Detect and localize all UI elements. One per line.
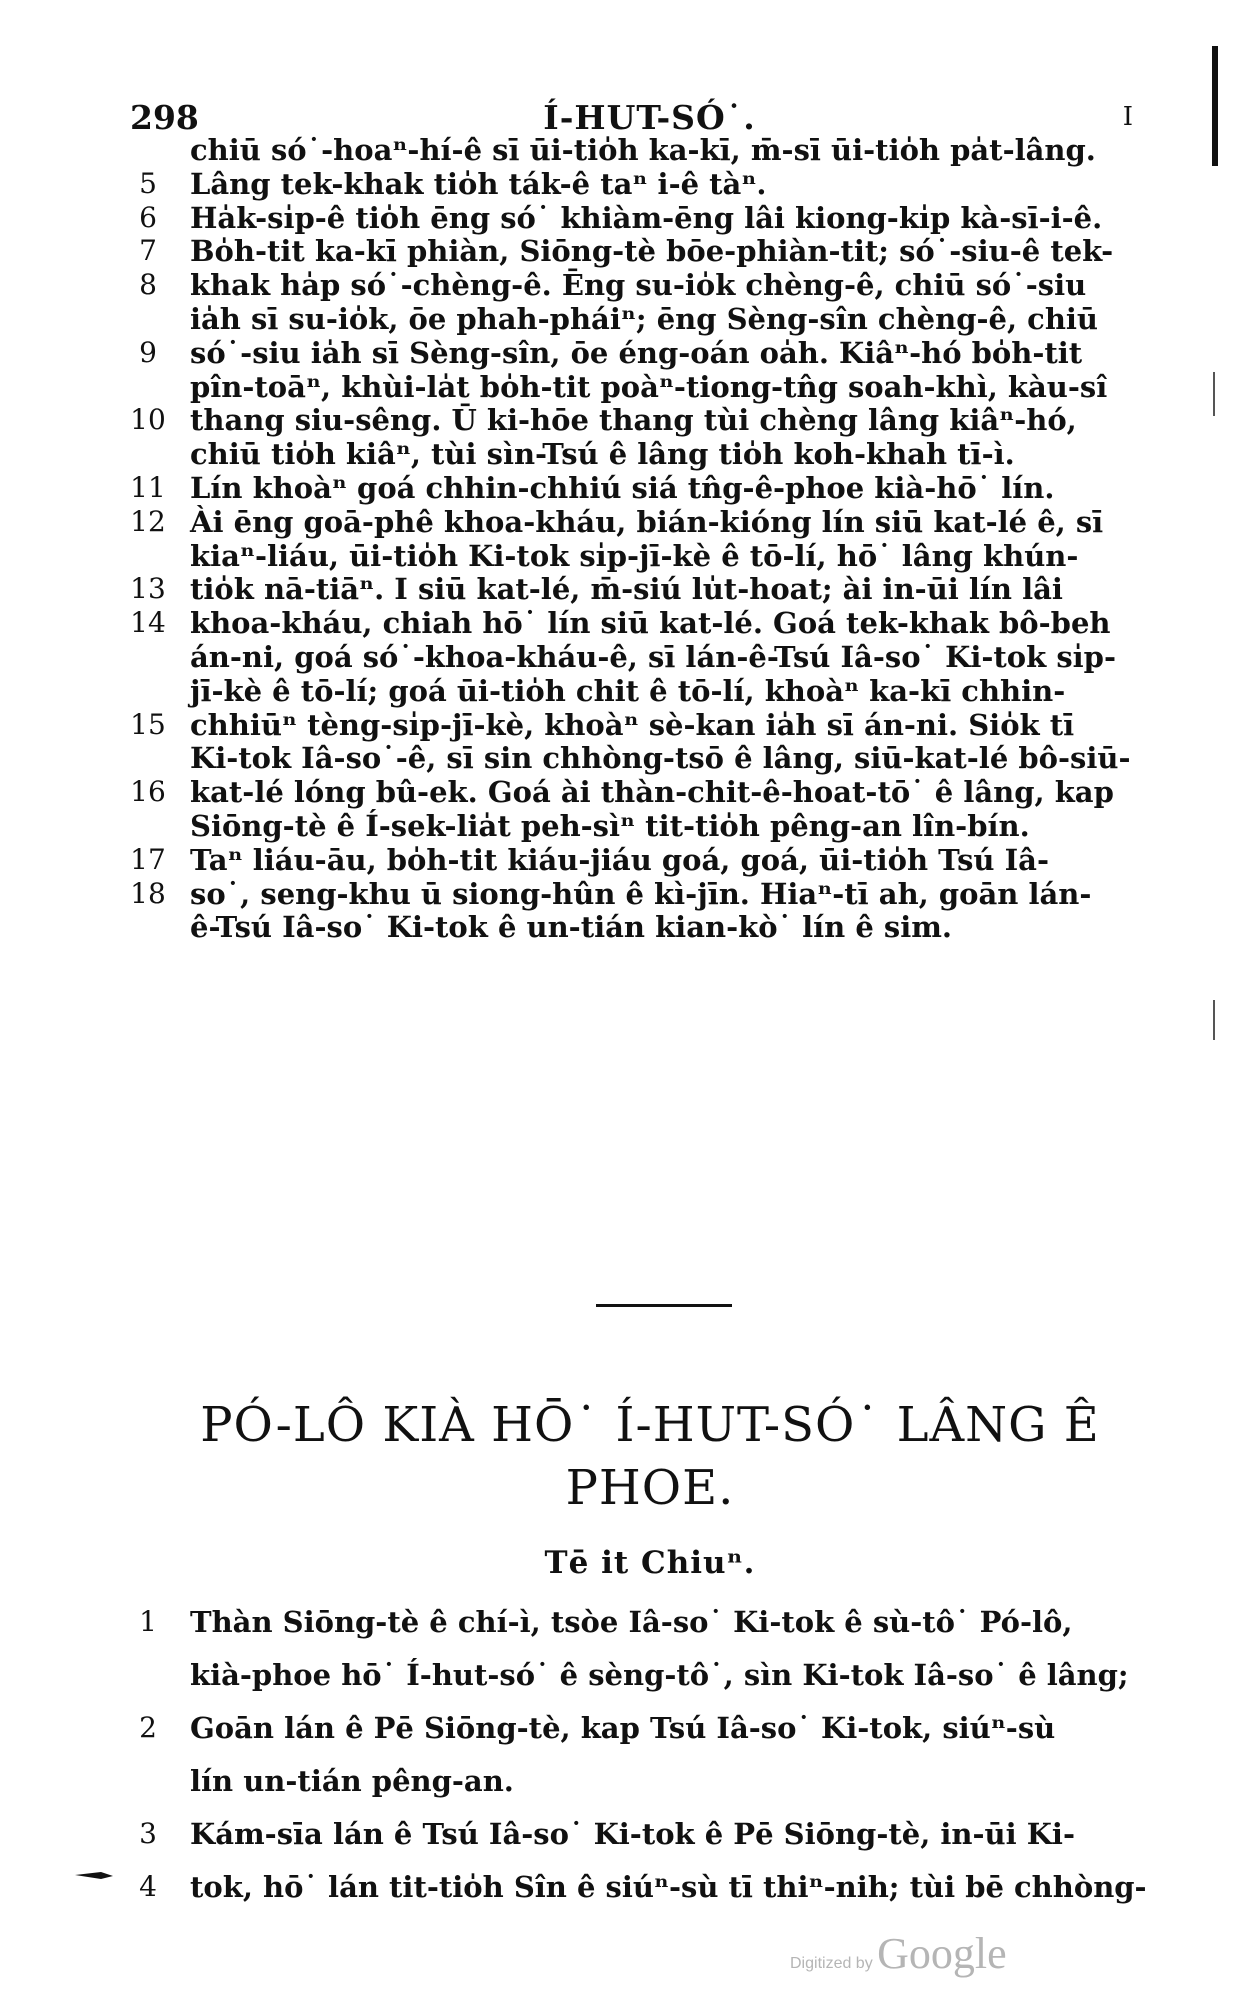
page-number: 298 — [130, 98, 199, 137]
text-line: Lâng tek-khak tio̍h ták-ê taⁿ i-ê tàⁿ. — [190, 166, 767, 201]
section-divider — [596, 1304, 732, 1307]
text-line: tok, hō˙ lán tit-tio̍h Sîn ê siúⁿ-sù tī thiⁿ-nih; tùi bē chhòng- — [190, 1870, 1147, 1904]
verse-number: 3 — [139, 1817, 157, 1850]
digitized-by-text: Digitized by — [790, 1955, 873, 1972]
verse-number: 8 — [139, 268, 157, 302]
page-edge-tick — [1213, 372, 1215, 416]
text-line: kat-lé lóng bû-ek. Goá ài thàn-chit-ê-hoat-tō˙ ê lâng, kap — [190, 775, 1114, 810]
text-line: Goān lán ê Pē Siōng-tè, kap Tsú Iâ-so˙ Ki-tok, siúⁿ-sù — [190, 1711, 1056, 1745]
digitized-watermark — [790, 1928, 1007, 1979]
verse-number: 7 — [139, 234, 157, 268]
chapter-heading: Tē it Chiuⁿ. — [544, 1545, 756, 1581]
verse-number: 2 — [139, 1711, 157, 1744]
running-title: Í-HUT-SÓ˙. — [543, 98, 756, 137]
text-line: Ki-tok Iâ-so˙-ê, sī sin chhòng-tsō ê lâng, siū-kat-lé bô-siū- — [190, 741, 1131, 776]
verse-number: 9 — [139, 335, 157, 369]
text-line: só˙-siu ia̍h sī Sèng-sîn, ōe éng-oán oa̍h. Kiâⁿ-hó bo̍h-tit — [190, 335, 1083, 370]
text-line: jī-kè ê tō-lí; goá ūi-tio̍h chit ê tō-lí, khoàⁿ ka-kī chhin- — [190, 673, 1066, 708]
text-line: Ha̍k-si̍p-ê tio̍h ēng só˙ khiàm-ēng lâi kiong-ki̍p kà-sī-i-ê. — [190, 200, 1103, 235]
verse-number: 5 — [139, 166, 157, 200]
text-line: Kám-sīa lán ê Tsú Iâ-so˙ Ki-tok ê Pē Siōng-tè, in-ūi Ki- — [190, 1817, 1075, 1851]
text-line: Thàn Siōng-tè ê chí-ì, tsòe Iâ-so˙ Ki-tok ê sù-tô˙ Pó-lô, — [190, 1605, 1073, 1639]
verse-number: 12 — [130, 504, 166, 538]
verse-number: 16 — [130, 775, 166, 809]
text-line: chiū tio̍h kiâⁿ, tùi sìn-Tsú ê lâng tio̍h koh-khah tī-ì. — [190, 437, 1015, 472]
page-edge-mark — [1212, 46, 1218, 166]
text-line: thang siu-sêng. Ū ki-hōe thang tùi chèng lâng kiâⁿ-hó, — [190, 403, 1077, 438]
verse-number: 10 — [130, 403, 166, 437]
text-line: khoa-kháu, chiah hō˙ lín siū kat-lé. Goá tek-khak bô-beh — [190, 606, 1111, 641]
text-line: Lín khoàⁿ goá chhin-chhiú siá tn̂g-ê-phoe kià-hō˙ lín. — [190, 471, 1055, 505]
verse-number: 1 — [139, 1605, 157, 1638]
verse-number: 15 — [130, 707, 166, 741]
text-line: Ài ēng goā-phê khoa-kháu, bián-kióng lín siū kat-lé ê, sī — [190, 504, 1104, 539]
text-line: tio̍k nā-tiāⁿ. I siū kat-lé, m̄-siú lu̍t-hoat; ài in-ūi lín lâi — [190, 572, 1063, 607]
text-line: ia̍h sī su-io̍k, ōe phah-pháiⁿ; ēng Sèng-sîn chèng-ê, chiū — [190, 302, 1099, 336]
text-line: kià-phoe hō˙ Í-hut-só˙ ê sèng-tô˙, sìn Ki-tok Iâ-so˙ ê lâng; — [190, 1658, 1129, 1692]
verse-number: 17 — [130, 842, 166, 876]
text-line: so˙, seng-khu ū siong-hûn ê kì-jīn. Hiaⁿ-tī ah, goān lán- — [190, 876, 1092, 911]
text-line: ê-Tsú Iâ-so˙ Ki-tok ê un-tián kian-kò˙ lín ê sim. — [190, 910, 953, 945]
epistle-title: PÓ-LÔ KIÀ HŌ˙ Í-HUT-SÓ˙ LÂNG Ê — [200, 1397, 1100, 1453]
epistle-title-continued: PHOE. — [565, 1460, 735, 1516]
text-line: kiaⁿ-liáu, ūi-tio̍h Ki-tok si̍p-jī-kè ê tō-lí, hō˙ lâng khún- — [190, 538, 1079, 573]
text-line: Siōng-tè ê Í-sek-lia̍t peh-sìⁿ tit-tio̍h pêng-an lîn-bín. — [190, 809, 1030, 843]
verse-number: 14 — [130, 606, 166, 640]
text-line: Taⁿ liáu-āu, bo̍h-tit kiáu-jiáu goá, goá, ūi-tio̍h Tsú Iâ- — [190, 842, 1049, 877]
verse-number — [128, 1653, 168, 1697]
verse-number — [128, 905, 168, 949]
text-line: pîn-toāⁿ, khùi-la̍t bo̍h-tit poàⁿ-tiong-tn̂g soah-khì, kàu-sî — [190, 369, 1108, 404]
verse-number: 13 — [130, 572, 166, 606]
text-line: Bo̍h-tit ka-kī phiàn, Siōng-tè bōe-phiàn-tit; só˙-siu-ê tek- — [190, 234, 1114, 269]
verse-number: 11 — [130, 471, 166, 504]
page-edge-tick — [1213, 1000, 1215, 1040]
verse-number — [128, 1759, 168, 1803]
verse-number: 18 — [130, 876, 166, 910]
text-line: chhiūⁿ tèng-si̍p-jī-kè, khoàⁿ sè-kan ia̍h sī án-ni. Sio̍k tī — [190, 707, 1075, 742]
text-line: án-ni, goá só˙-khoa-kháu-ê, sī lán-ê-Tsú Iâ-so˙ Ki-tok si̍p- — [190, 640, 1116, 674]
pointing-hand-icon — [75, 1866, 115, 1880]
verse-number: 6 — [139, 200, 157, 234]
text-line: khak ha̍p só˙-chèng-ê. Ēng su-io̍k chèng-ê, chiū só˙-siu — [190, 268, 1087, 303]
header-mark: I — [1122, 102, 1133, 132]
text-line: chiū só˙-hoaⁿ-hí-ê sī ūi-tio̍h ka-kī, m̄-sī ūi-tio̍h pa̍t-lâng. — [190, 133, 1096, 167]
verse-number: 4 — [139, 1870, 157, 1903]
text-line: lín un-tián pêng-an. — [190, 1764, 514, 1798]
google-logo: Google — [877, 1929, 1007, 1978]
